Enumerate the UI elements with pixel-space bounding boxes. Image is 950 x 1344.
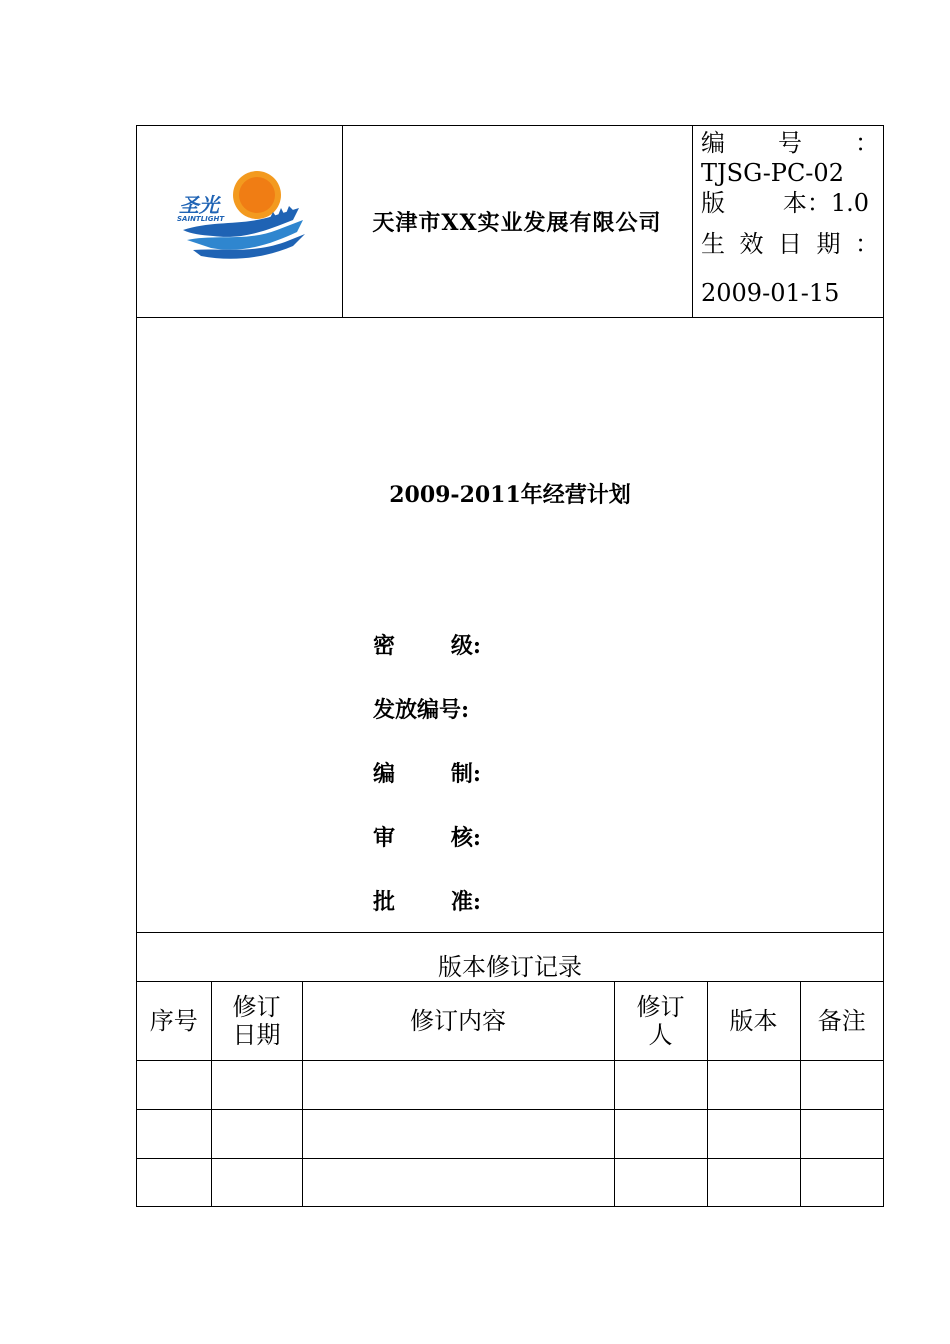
col-header-date: 修订日期 xyxy=(211,982,302,1061)
col-header-version: 版本 xyxy=(707,982,800,1061)
table-cell[interactable] xyxy=(614,1061,707,1110)
effective-date-value: 2009-01-15 xyxy=(701,279,840,307)
field-issue-number: 发放编号: xyxy=(373,697,470,723)
logo-cell xyxy=(137,126,343,317)
table-cell[interactable] xyxy=(302,1110,614,1159)
effective-date-label: 生 效 日 期 ： xyxy=(701,230,879,258)
doc-info-cell xyxy=(692,126,883,317)
table-cell[interactable] xyxy=(614,1110,707,1159)
table-row xyxy=(137,1061,883,1110)
table-cell[interactable] xyxy=(137,1061,211,1110)
version-line: 版 本：1.0 xyxy=(701,189,869,217)
table-cell[interactable] xyxy=(800,1061,883,1110)
table-cell[interactable] xyxy=(707,1159,800,1208)
table-cell[interactable] xyxy=(211,1061,302,1110)
field-secrecy: 密 级: xyxy=(373,633,481,659)
table-cell[interactable] xyxy=(800,1110,883,1159)
logo-text: 圣光 xyxy=(179,193,219,217)
field-approved-by: 批 准: xyxy=(373,889,481,915)
company-logo xyxy=(173,168,313,268)
col-header-remarks: 备注 xyxy=(800,982,883,1061)
table-cell[interactable] xyxy=(302,1159,614,1208)
revision-title-row xyxy=(137,932,883,982)
company-name: 天津市XX实业发展有限公司 xyxy=(372,210,662,236)
document-title: 2009-2011年经营计划 xyxy=(389,482,631,508)
doc-number-label: 编 号 ： xyxy=(701,129,879,157)
revision-title: 版本修订记录 xyxy=(438,953,582,981)
field-prepared-by: 编 制: xyxy=(373,761,481,787)
table-cell[interactable] xyxy=(800,1159,883,1208)
table-cell[interactable] xyxy=(614,1159,707,1208)
document-header xyxy=(137,126,883,318)
table-cell[interactable] xyxy=(707,1110,800,1159)
col-header-content: 修订内容 xyxy=(302,982,614,1061)
table-cell[interactable] xyxy=(137,1159,211,1208)
doc-number-value: TJSG-PC-02 xyxy=(701,159,844,187)
table-cell[interactable] xyxy=(707,1061,800,1110)
field-reviewed-by: 审 核: xyxy=(373,825,481,851)
company-title-cell xyxy=(342,126,693,317)
table-cell[interactable] xyxy=(137,1110,211,1159)
document-frame xyxy=(136,125,884,1207)
table-cell[interactable] xyxy=(211,1110,302,1159)
table-row xyxy=(137,1159,883,1208)
col-header-reviser: 修订人 xyxy=(614,982,707,1061)
revision-table xyxy=(137,981,883,1207)
logo-subtext: SAINTLIGHT xyxy=(177,215,225,223)
col-header-seq: 序号 xyxy=(137,982,211,1061)
table-cell[interactable] xyxy=(302,1061,614,1110)
table-row xyxy=(137,1110,883,1159)
revision-header-row xyxy=(137,982,883,1061)
table-cell[interactable] xyxy=(211,1159,302,1208)
